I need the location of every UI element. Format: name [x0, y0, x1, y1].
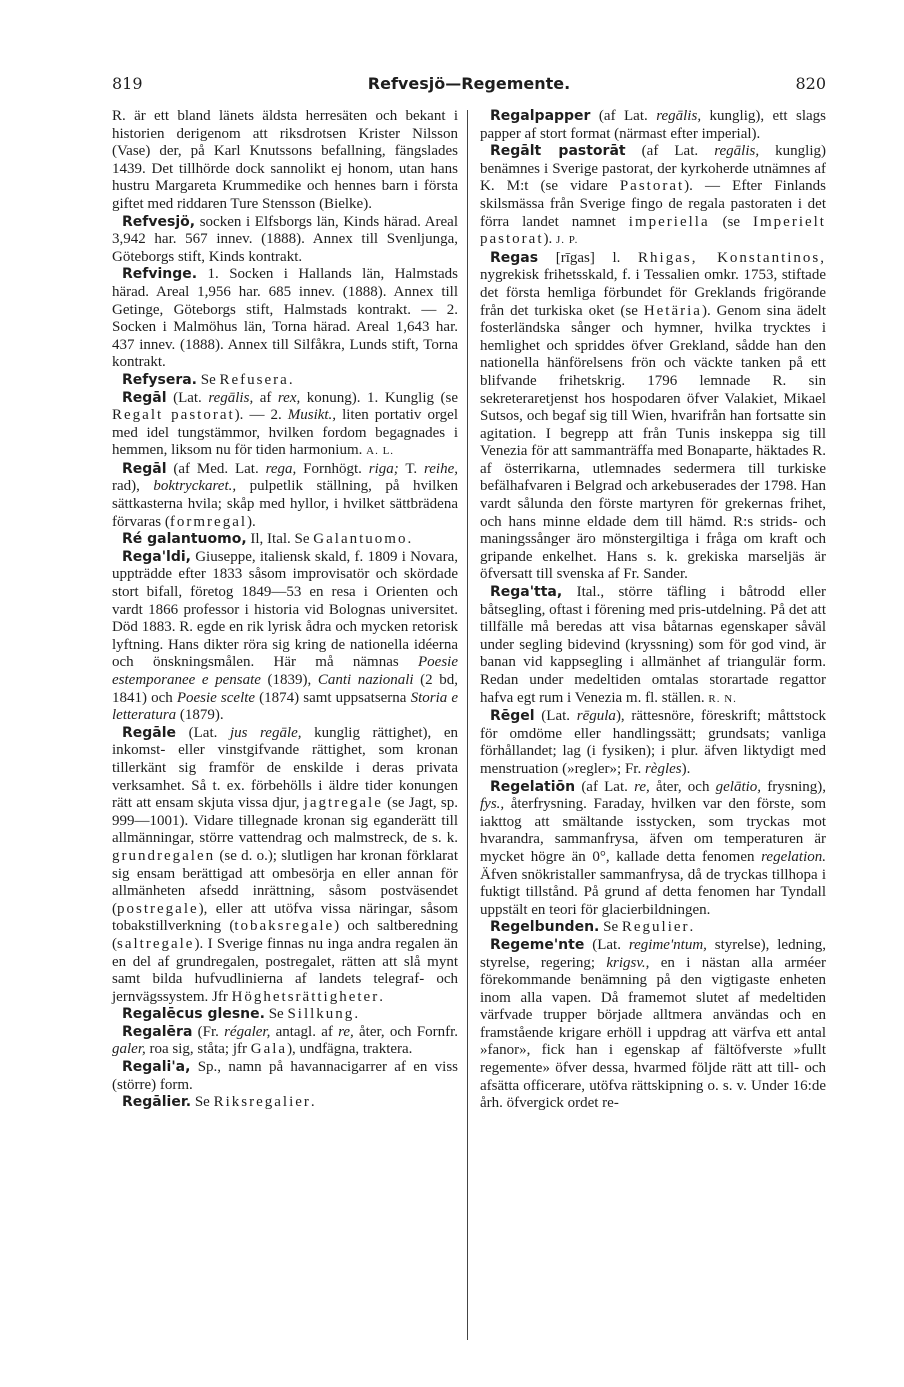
headword: Regeme'nte [490, 936, 585, 953]
entry-regalt-pastorat: Regālt pastorāt (af Lat. regālis, kunglig) benämnes i Sverige pastorat, der kyrkoherde utnämnes af K. M:t (se vidare Pastorat). — Efter Finlands skilsmässa från Sverige fingo de regala pastoraten i det förra landet namnet imperiella (se Imperielt pastorat). J. P. [480, 143, 826, 248]
entry-regalecus: Regalēcus glesne. Se Sillkung. [122, 1006, 359, 1023]
column-divider [467, 110, 468, 1340]
headword: Regas [490, 249, 539, 266]
entry-regale: Regāle (Lat. jus regāle, kunglig rättighet), en inkomst- eller vinstgifvande rättighet, som kronan tillerkänt sig framför de enskilde i deras privata verksamhet. Så t. ex. förbehölls i äldre tider konungen rätt att ensam skjuta vissa djur, jagtregale (se Jagt, sp. 999—1001). Vidare tillegnade kronan sig eganderätt till allmänningar, större vattendrag och malmstreck, de s. k. grundregalen (se d. o.); slutligen har kronan förklarat sig ensam berättigad att ombesörja en eller annan för allmänheten afsedd inrättning, såsom postväsendet (postregale), eller att utöfva vissa näringar, såsom tobakstillverkning (tobaksregale) och saltberedning (saltregale). I Sverige finnas nu inga andra regalen än en del af grundregalen, postregalet, rätten att slå mynt samt bilda hufvudlinierna af landets telegraf- och jernvägssystem. Jfr Höghetsrättigheter. [112, 724, 458, 1005]
entry-regemente: Regeme'nte (Lat. regime'ntum, styrelse), ledning, styrelse, regering; krigsv., en i nästan alla arméer förekommande benämning på den vigtigaste enheten inom alla vapen. Då framemot slutet af medeltiden värfvade trupper började alltmera användas och en framstående krigare erhöll i uppdrag att värfva ett antal »fanor», fick han i egenskap af fältöfverste »fullt regemente» öfver dessa, hvarmed följde rätt att till- och afsätta officerare, utöfva rättskipning o. s. v. Under 16:de årh. öfvergick ordet re- [480, 936, 826, 1112]
headword: Regelbunden. [490, 919, 600, 936]
entry-regas: Regas [rīgas] l. Rhigas, Konstantinos, nygrekisk frihetsskald, f. i Tessalien omkr. 1753, stiftade det första hemliga förbundet för Greklands frigörande från det turkiska oket (se Hetäria). Genom sina ädelt fosterländska sånger och hymner, hvilka trycktes i hemlighet och spriddes öfver Grekland, sådde han den nationella hänförelsens frön och väckte tanken på ett blifvande frihetskrig. 1796 lemnade R. sin sekreteraretjenst hos hospodaren öfver Valakiet, Mikael Sutsos, och begaf sig till Wien, hvarifrån han fortsatte sin agitation. I begrepp att från Tunis inskeppa sig till Venezia för att sammanträffa med Bonaparte, häktades R. af österrikarna, utlemnades sedermera till turkiske befälhafvaren i Belgrad och arkebuserades der 1798. Han vardt sålunda den förste martyren för grekernas frihet, och hans minne eldade dem till hämd. R:s strids- och maningssånger äro mönstergiltiga i fråga om kraft och gripande enkelhet. Hans s. k. grekiska marseljäs är öfversatt till svenska af Fr. Sander. [480, 249, 826, 583]
headword: Regālt pastorāt [490, 143, 626, 160]
cross-reference: formregal [169, 513, 248, 530]
headword: Rega'tta, [490, 584, 563, 601]
headword: Regali'a, [122, 1059, 191, 1076]
headword: Regalēra [122, 1023, 193, 1040]
entry-continuation: R. är ett bland länets äldsta herresäten och bekant i historien derigenom att riksdrotsen Krister Nilsson (Vase) der, på Karl Knutssons befallning, fängslades 1439. Det tillhörde dock sannolikt ej honom, utan hans hustru Margareta Krummedike och hennes barn i första giftet med riddaren Ture Stensson (Bielke). [112, 108, 458, 212]
entry-regalpapper: Regalpapper (af Lat. regālis, kunglig), ett slags papper af stort format (närmast efter imperial). [480, 108, 826, 142]
entry-regal-2: Regāl (af Med. Lat. rega, Fornhögt. riga; T. reihe, rad), boktryckaret., pulpetlik ställning, på hvilken sättkasterna hvila; skåp med hyllor, i hvilket sättbrädena förvaras (formregal). [112, 460, 458, 530]
headword: Regelatiōn [490, 778, 576, 795]
cross-reference: saltregale [117, 935, 195, 952]
headword: Rēgel [490, 708, 535, 725]
entry-regel: Rēgel (Lat. rēgula), rättesnöre, föreskrift; måttstock för omdöme eller handlingssätt; grundsats; vanliga förhållandet; lag (i fysiken); i plur. äfven liktydigt med menstruation (»regler»; Fr. règles). [480, 708, 827, 777]
headword: Regāl [122, 389, 167, 406]
entry-regalera: Regalēra (Fr. régaler, antagl. af re, åter, och Fornfr. galer, roa sig, ståta; jfr Gala), undfägna, traktera. [112, 1023, 458, 1058]
author-signature: A. L. [366, 445, 395, 458]
entry-regatta: Rega'tta, Ital., större täfling i båtrodd eller båtsegling, oftast i förening med pris-utdelning. På det att tillfälle må beredas att visa båtarnas egenskaper såväl under segling bidevind (kryssning) som för god vind, är banan vid kappsegling i allmänhet af triangulär form. Redan under medeltiden omtalas storartade regattor hafva egt rum i Venezia m. fl. ställen. R. N. [480, 584, 826, 706]
headword: Refysera. [122, 371, 197, 388]
cross-reference: Riksregalier [213, 1094, 311, 1111]
cross-reference: Sillkung [287, 1006, 355, 1023]
left-page-number: 819 [112, 74, 143, 93]
headword: Regālier. [122, 1094, 192, 1111]
running-title: Refvesjö—Regemente. [367, 74, 571, 93]
headword: Regalēcus glesne. [122, 1006, 265, 1023]
cross-reference: Galantuomo [313, 531, 408, 548]
entry-regelation: Regelatiōn (af Lat. re, åter, och gelātio, frysning), fys., återfrysning. Faraday, hvilken var den förste, som iakttog att smältande isstycken, som tryckas mot hvarandra, sammanfrysa, äfven om temperaturen är mycket högre än 0°, kallade detta fenomen regelation. Äfven snökristaller sammanfrysa, då de tryckas tillhopa i fuktigt tillstånd. På grund af detta fenomen har Tyndall uppstält en teori för glacierbildningen. [480, 778, 826, 918]
entry-regaldi: Rega'ldi, Giuseppe, italiensk skald, f. 1809 i Novara, uppträdde efter 1833 såsom improvisatör och skördade stort bifall, företog 1849—53 en resa i Orienten och vardt 1866 professor i historia vid Bolognas universitet. Död 1883. R. egde en rik lyrisk ådra och mycken retorisk lyftning. Hans dikter röra sig kring de nationella idéerna och önskningsmålen. Här må nämnas Poesie estemporanee e pensate (1839), Canti nazionali (2 bd, 1841) och Poesie scelte (1874) samt uppsatserna Storia e letteratura (1879). [112, 548, 458, 724]
cross-reference: postregale [117, 900, 199, 917]
cross-reference: Höghetsrättigheter [231, 988, 380, 1005]
headword: Refvinge. [122, 266, 198, 283]
page-header [112, 74, 826, 98]
author-signature: R. N. [708, 692, 737, 705]
cross-reference: tobaksregale [234, 918, 335, 935]
headword: Regalpapper [490, 108, 591, 124]
cross-reference: Regalt pastorat [112, 407, 235, 424]
entry-refvesjo: Refvesjö, socken i Elfsborgs län, Kinds härad. Areal 3,942 har. 567 innev. (1888). Annex till Svenljunga, Göteborgs stift, Kinds kontrakt. [112, 213, 458, 265]
cross-reference: Pastorat [619, 178, 685, 195]
left-column [112, 108, 458, 1112]
headword: Regāl [122, 460, 167, 477]
right-page-number: 820 [795, 74, 826, 93]
entry-refysera: Refysera. Se Refusera. [122, 371, 293, 388]
headword: Refvesjö, [122, 213, 196, 230]
entry-regalia: Regali'a, Sp., namn på havannacigarrer af en viss (större) form. [112, 1059, 458, 1093]
author-signature: J. P. [555, 234, 579, 247]
cross-reference: Rhigas, Konstantinos, [638, 249, 826, 266]
entry-refvinge: Refvinge. 1. Socken i Hallands län, Halmstads härad. Areal 1,956 har. 685 innev. (1888). Annex till Getinge, Göteborgs stift, Halmstads kontrakt. — 2. Socken i Malmöhus län, Torna härad. Areal 1,643 har. 437 innev. (1888). Annex till Silfåkra, Lunds stift, Torna kontrakt. [112, 266, 458, 371]
headword: Rega'ldi, [122, 548, 191, 565]
headword: Ré galantuomo, [122, 531, 247, 548]
right-column [480, 108, 826, 1113]
cross-reference: Gala [250, 1041, 288, 1058]
cross-reference: jagtregale [303, 795, 383, 812]
cross-reference: Regulier [621, 919, 690, 936]
entry-regalier: Regālier. Se Riksregalier. [122, 1094, 315, 1111]
cross-reference: imperiella [628, 213, 710, 230]
cross-reference: Refusera [219, 371, 289, 388]
headword: Regāle [122, 724, 177, 741]
entry-re-galantuomo: Ré galantuomo, Il, Ital. Se Galantuomo. [122, 531, 412, 548]
entry-regal-1: Regāl (Lat. regālis, af rex, konung). 1. Kunglig (se Regalt pastorat). — 2. Musikt., liten portativ orgel med idel tungstämmor, hvilken fordom begagnades i hemmen, liksom nu för tiden harmonium. A. L. [112, 389, 459, 459]
cross-reference: Imperielt pastorat [480, 213, 826, 248]
cross-reference: Hetäria [643, 302, 702, 319]
cross-reference: grundregalen [112, 847, 216, 864]
entry-regelbunden: Regelbunden. Se Regulier. [490, 919, 694, 936]
